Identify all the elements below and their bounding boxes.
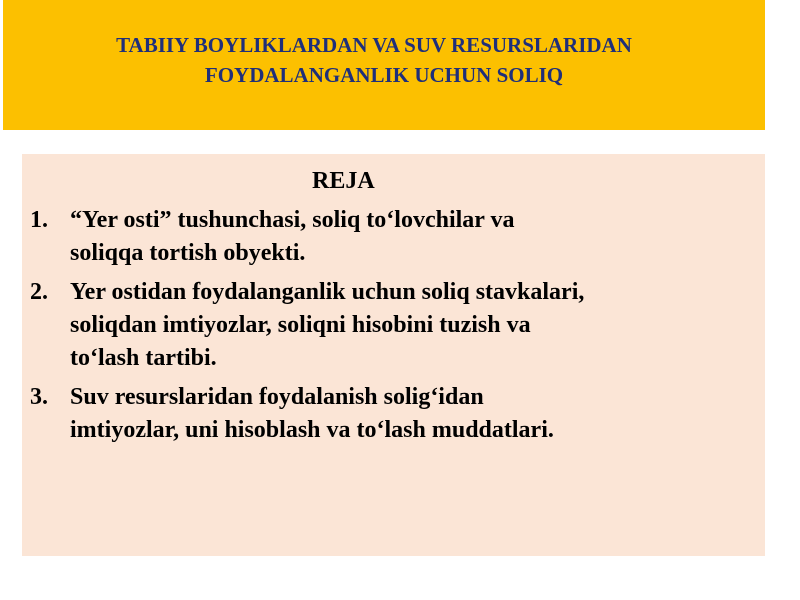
plan-item-line: “Yer osti” tushunchasi, soliq to‘lovchilar va	[70, 207, 515, 233]
plan-item-line: soliqdan imtiyozlar, soliqni hisobini tuzish va	[70, 312, 531, 338]
plan-item-number: 3.	[30, 384, 48, 410]
plan-item-line: imtiyozlar, uni hisoblash va to‘lash muddatlari.	[70, 417, 554, 443]
plan-item-number: 2.	[30, 279, 48, 305]
plan-item-line: to‘lash tartibi.	[70, 345, 217, 371]
slide-title-line-1: TABIIY BOYLIKLARDAN VA SUV RESURSLARIDAN	[116, 33, 632, 57]
plan-panel	[22, 154, 765, 556]
plan-item-2	[30, 276, 758, 375]
plan-heading: REJA	[312, 168, 375, 194]
plan-item-number: 1.	[30, 207, 48, 233]
title-banner	[3, 0, 765, 130]
plan-list	[30, 204, 758, 453]
plan-item-3	[30, 381, 758, 447]
plan-item-1	[30, 204, 758, 270]
slide-title-line-2: FOYDALANGANLIK UCHUN SOLIQ	[204, 63, 564, 87]
plan-item-line: soliqqa tortish obyekti.	[70, 240, 306, 266]
plan-item-line: Yer ostidan foydalanganlik uchun soliq stavkalari,	[70, 279, 585, 305]
plan-item-line: Suv resurslaridan foydalanish solig‘idan	[70, 384, 484, 410]
